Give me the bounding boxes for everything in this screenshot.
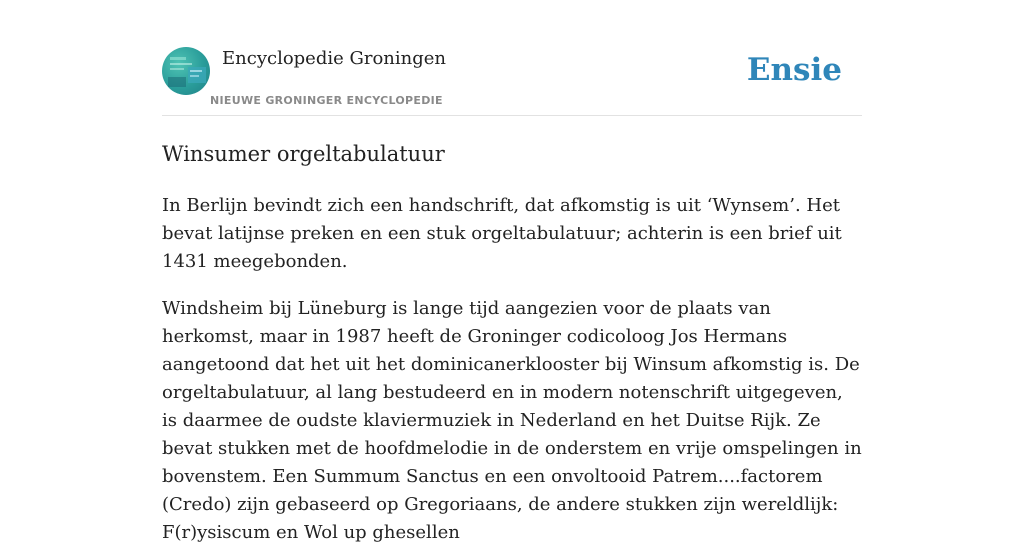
site-header — [162, 44, 862, 116]
header-divider — [162, 115, 862, 116]
ensie-brand-link[interactable]: Ensie — [746, 52, 842, 88]
site-subtitle: NIEUWE GRONINGER ENCYCLOPEDIE — [210, 94, 443, 107]
site-logo-icon[interactable] — [162, 47, 210, 95]
article-paragraph-2: Windsheim bij Lüneburg is lange tijd aangezien voor de plaats van herkomst, maar in 1987 heeft de Groninger codicoloog Jos Hermans aangetoond dat het uit het dominicanerklooster bij Winsum afkomstig is. De orgeltabulatuur, al lang bestudeerd en in modern notenschrift uitgegeven, is daarmee de oudste klaviermuziek in Nederland en het Duitse Rijk. Ze bevat stukken met de hoofdmelodie in de onderstem en vrije omspelingen in bovenstem. Een Summum Sanctus en een onvoltooid Patrem....factorem (Credo) zijn gebaseerd op Gregoriaans, de andere stukken zijn wereldlijk: F(r)ysiscum en Wol up ghesellen — [162, 298, 862, 543]
article-title: Winsumer orgeltabulatuur — [162, 142, 445, 166]
article-body — [162, 138, 862, 547]
site-title[interactable]: Encyclopedie Groningen — [222, 48, 447, 69]
article-paragraph-1: In Berlijn bevindt zich een handschrift, dat afkomstig is uit ‘Wynsem’. Het bevat latijnse preken en een stuk orgeltabulatuur; achterin is een brief uit 1431 meegebonden. — [162, 195, 842, 272]
